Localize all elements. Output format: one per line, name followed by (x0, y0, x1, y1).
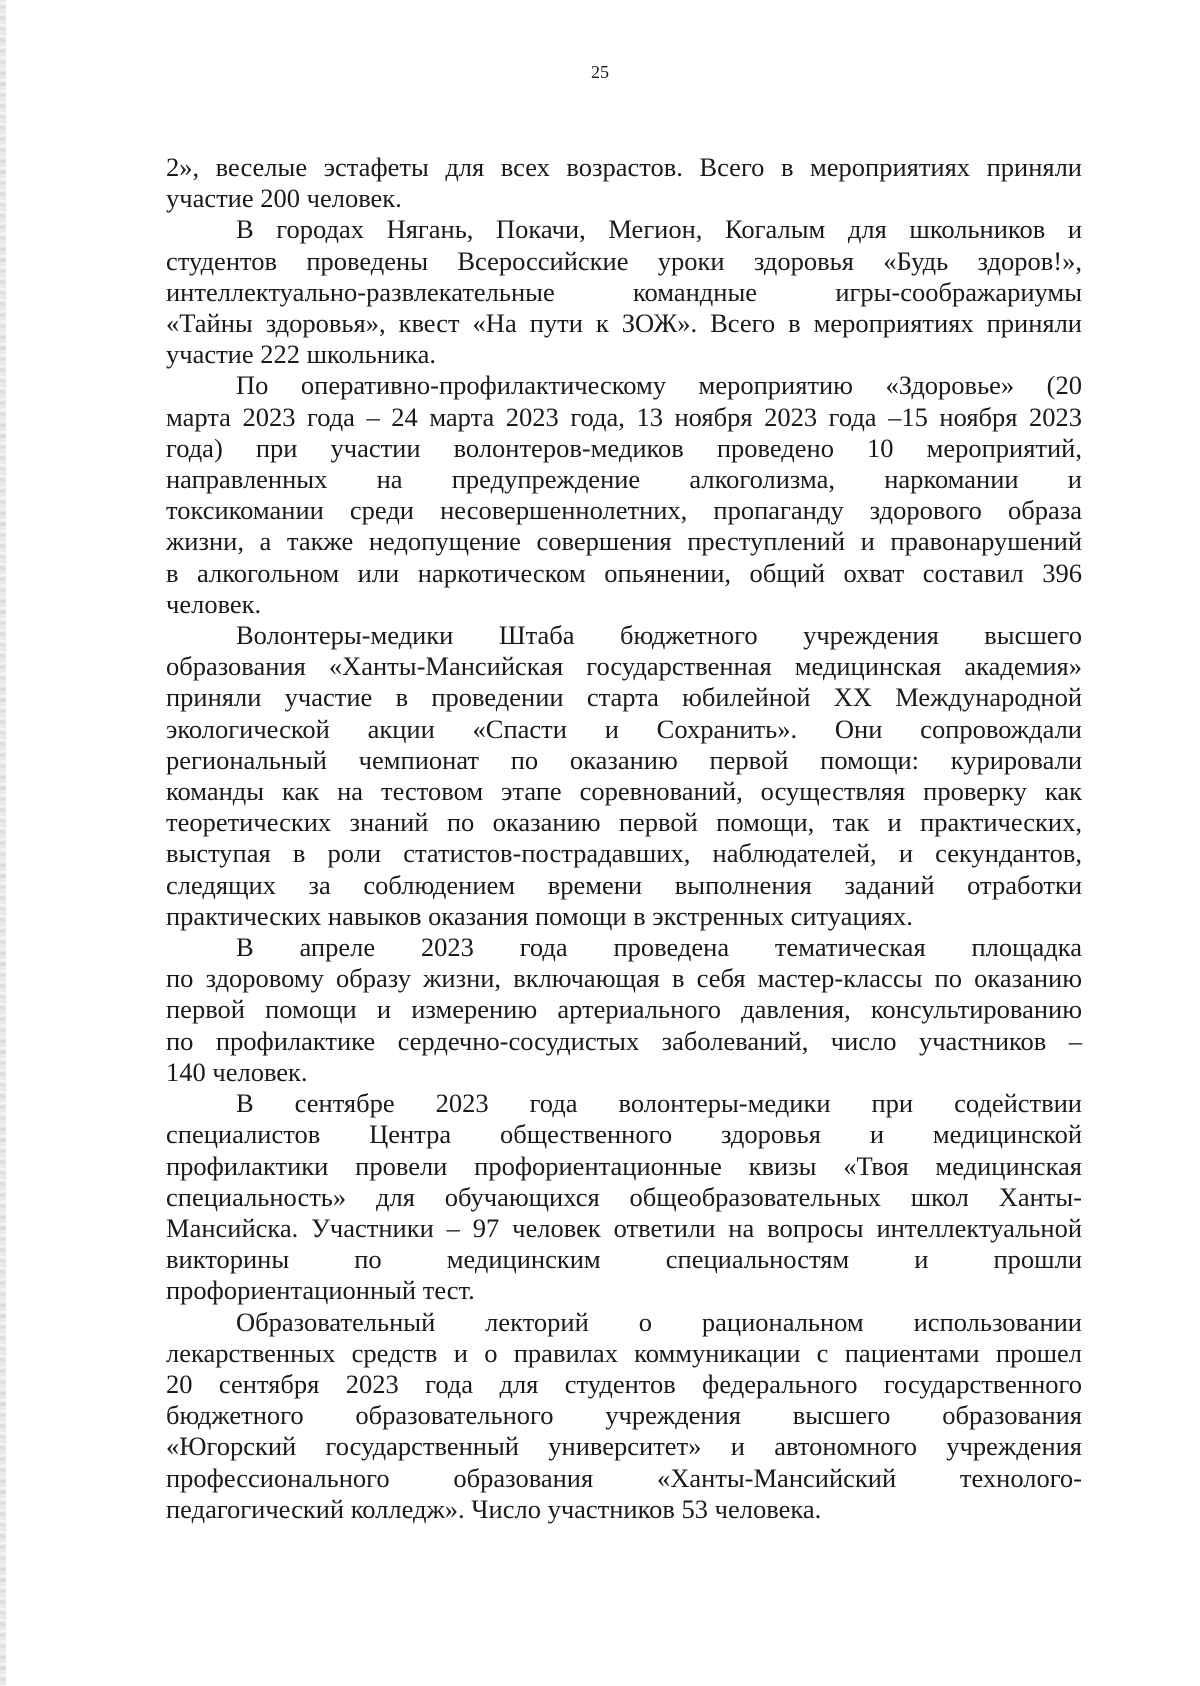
text-line: бюджетного образовательного учреждения высшего образования (166, 1400, 1082, 1431)
paragraph-4 (166, 620, 1082, 932)
text-line: образования «Ханты-Мансийская государственная медицинская академия» (166, 651, 1082, 682)
text-line: первой помощи и измерению артериального давления, консультированию (166, 994, 1082, 1025)
text-line: Мансийска. Участники – 97 человек ответили на вопросы интеллектуальной (166, 1212, 1082, 1243)
text-line: выступая в роли статистов-пострадавших, наблюдателей, и секундантов, (166, 838, 1082, 869)
text-line: жизни, а также недопущение совершения преступлений и правонарушений (166, 526, 1082, 557)
text-line: по здоровому образу жизни, включающая в себя мастер-классы по оказанию (166, 963, 1082, 994)
text-line: «Тайны здоровья», квест «На пути к ЗОЖ». Всего в мероприятиях приняли (166, 308, 1082, 339)
text-line: профилактики провели профориентационные квизы «Твоя медицинская (166, 1150, 1082, 1181)
paragraph-2 (166, 214, 1082, 370)
text-line: региональный чемпионат по оказанию первой помощи: курировали (166, 744, 1082, 775)
text-line: команды как на тестовом этапе соревнований, осуществляя проверку как (166, 776, 1082, 807)
paragraph-5 (166, 932, 1082, 1088)
text-line: специалистов Центра общественного здоровья и медицинской (166, 1119, 1082, 1150)
text-line: марта 2023 года – 24 марта 2023 года, 13 ноября 2023 года –15 ноября 2023 (166, 401, 1082, 432)
text-line: лекарственных средств и о правилах коммуникации с пациентами прошел (166, 1337, 1082, 1368)
text-line: 2», веселые эстафеты для всех возрастов. Всего в мероприятиях приняли (166, 152, 1082, 182)
page-number: 25 (591, 62, 609, 82)
text-line: приняли участие в проведении старта юбилейной XX Международной (166, 682, 1082, 713)
text-line: интеллектуально-развлекательные командные игры-соображариумы (166, 276, 1082, 307)
scan-edge (0, 0, 6, 1686)
text-line: викторины по медицинским специальностям и прошли (166, 1244, 1082, 1275)
paragraph-6 (166, 1088, 1082, 1306)
text-line: практических навыков оказания помощи в экстренных ситуациях. (166, 900, 913, 931)
text-line: В сентябре 2023 года волонтеры-медики при содействии (236, 1088, 1082, 1119)
text-line: по профилактике сердечно-сосудистых заболеваний, число участников – (166, 1025, 1082, 1056)
text-line: участие 200 человек. (166, 183, 402, 214)
text-line: направленных на предупреждение алкоголизма, наркомании и (166, 464, 1082, 495)
text-line: Образовательный лекторий о рациональном использовании (236, 1306, 1082, 1337)
text-line: В апреле 2023 года проведена тематическая площадка (236, 932, 1082, 963)
text-line: профориентационный тест. (166, 1275, 475, 1306)
text-line: человек. (166, 588, 262, 619)
text-line: «Югорский государственный университет» и автономного учреждения (166, 1431, 1082, 1462)
text-line: специальность» для обучающихся общеобразовательных школ Ханты- (166, 1181, 1082, 1212)
text-line: В городах Нягань, Покачи, Мегион, Когалым для школьников и (236, 214, 1082, 245)
text-line: По оперативно-профилактическому мероприятию «Здоровье» (20 (236, 370, 1082, 401)
text-line: следящих за соблюдением времени выполнения заданий отработки (166, 869, 1082, 900)
text-line: токсикомании среди несовершеннолетних, пропаганду здорового образа (166, 495, 1082, 526)
text-line: Волонтеры-медики Штаба бюджетного учреждения высшего (236, 620, 1082, 651)
text-line: в алкогольном или наркотическом опьянении, общий охват составил 396 (166, 557, 1082, 588)
text-line: 20 сентября 2023 года для студентов федерального государственного (166, 1368, 1082, 1399)
paragraph-7 (166, 1307, 1082, 1525)
text-line: года) при участии волонтеров-медиков проведено 10 мероприятий, (166, 432, 1082, 463)
text-line: 140 человек. (166, 1056, 308, 1087)
paragraph-3 (166, 370, 1082, 620)
text-line: педагогический колледж». Число участников 53 человека. (166, 1493, 822, 1524)
text-line: теоретических знаний по оказанию первой помощи, так и практических, (166, 807, 1082, 838)
text-line: экологической акции «Спасти и Сохранить». Они сопровождали (166, 713, 1082, 744)
text-line: участие 222 школьника. (166, 339, 436, 370)
document-body (166, 152, 1082, 1525)
paragraph-1 (166, 152, 1082, 214)
text-line: профессионального образования «Ханты-Мансийский технолого- (166, 1462, 1082, 1493)
text-line: студентов проведены Всероссийские уроки здоровья «Будь здоров!», (166, 245, 1082, 276)
